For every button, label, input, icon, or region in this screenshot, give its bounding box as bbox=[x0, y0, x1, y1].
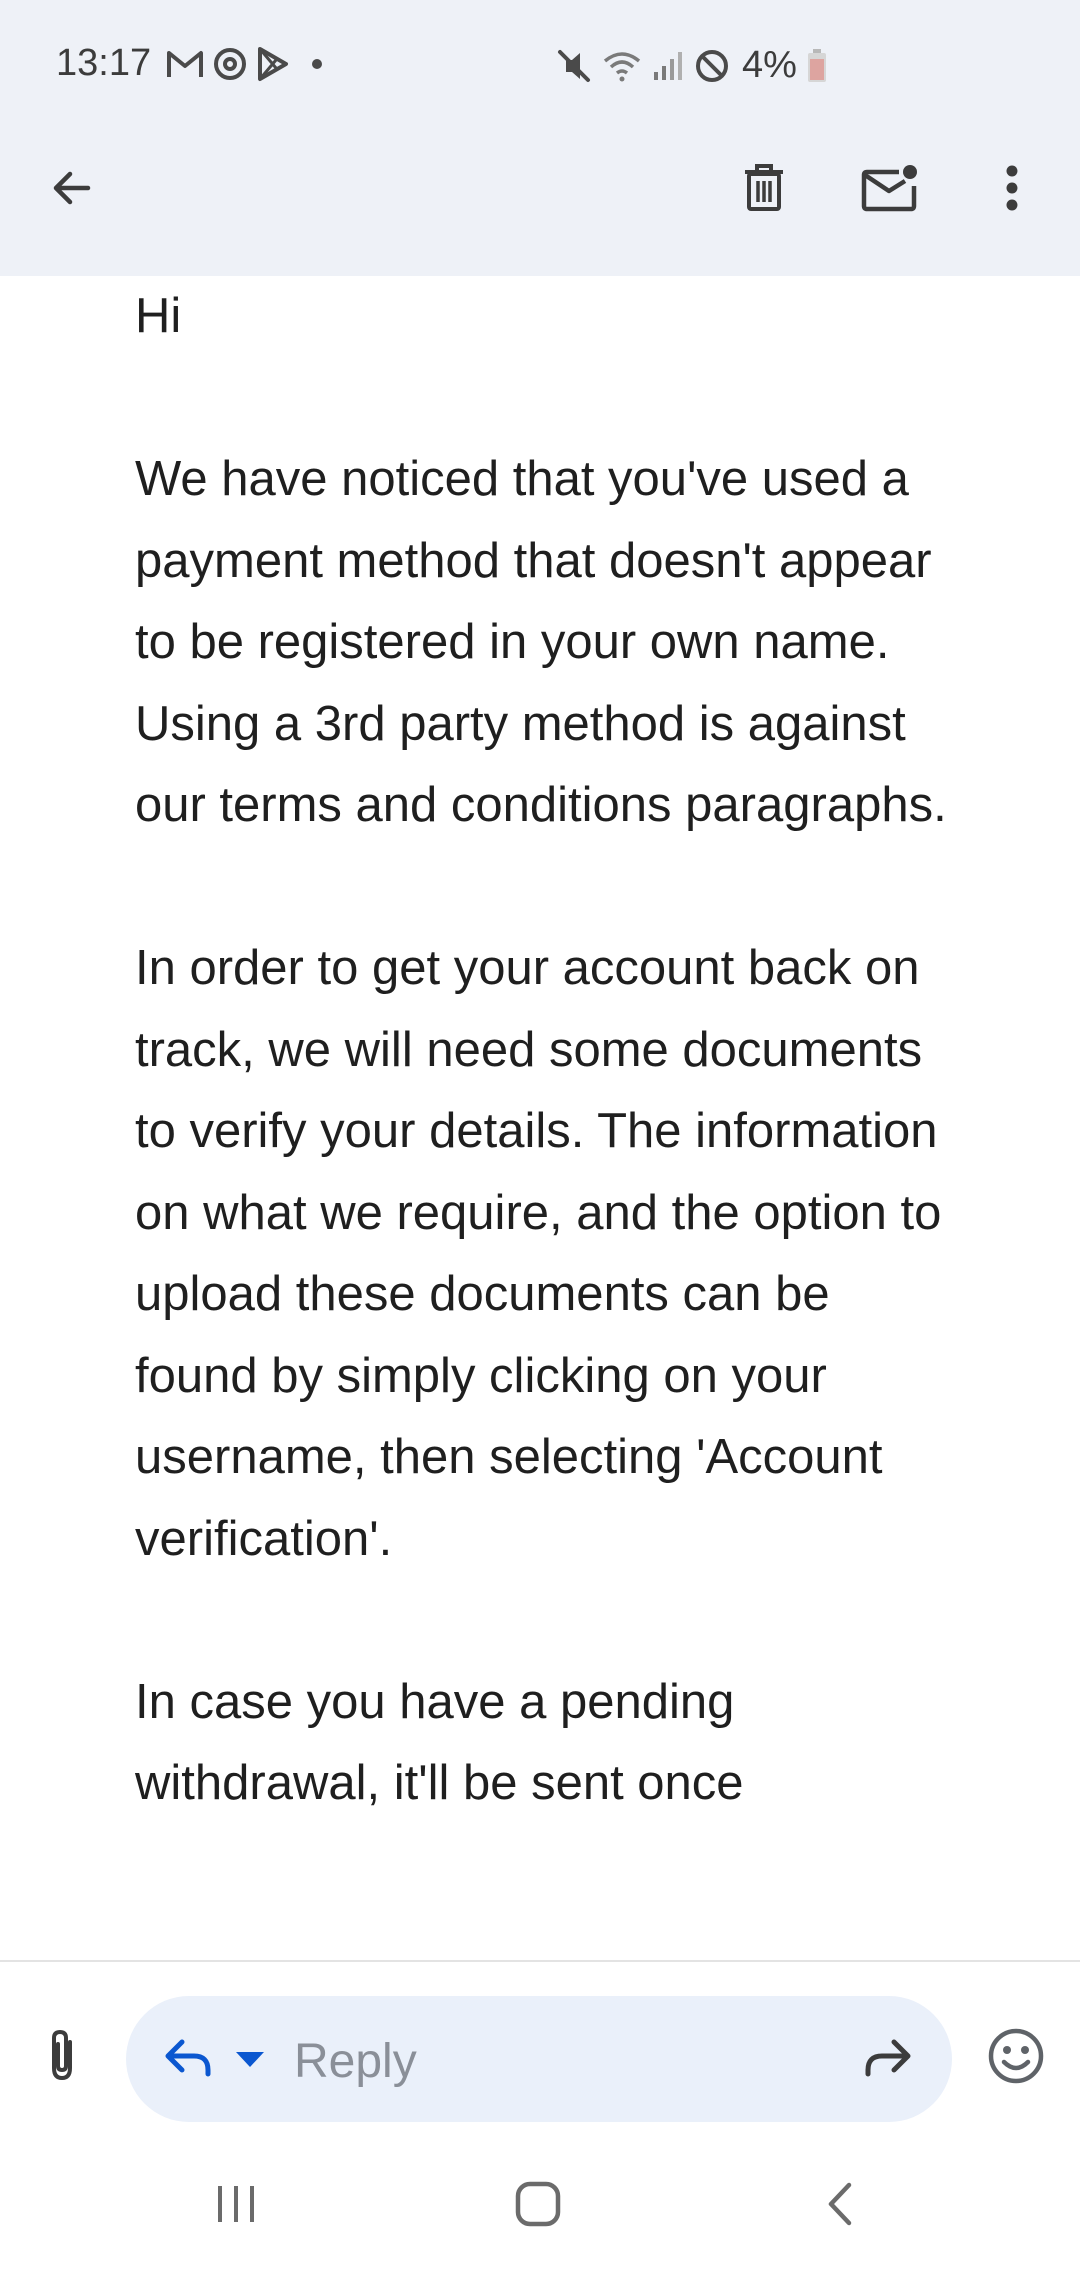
mark-unread-button[interactable] bbox=[842, 142, 938, 238]
mute-icon bbox=[556, 48, 592, 84]
play-store-icon bbox=[256, 46, 290, 82]
email-paragraph-2: In order to get your account back on track, we will need some documents to verify your details. The information on what we require, and the option to upload these documents can be found by simply clicking on your username, then selecting 'Account verification'. bbox=[135, 941, 942, 1566]
status-time: 13:17 bbox=[56, 42, 152, 84]
delete-button[interactable] bbox=[716, 142, 812, 238]
battery-level: 4% bbox=[742, 44, 797, 86]
sync-icon bbox=[212, 46, 248, 82]
paperclip-icon bbox=[44, 2028, 80, 2089]
system-nav-bar bbox=[0, 2138, 1080, 2280]
home-button[interactable] bbox=[490, 2158, 586, 2254]
more-vert-icon bbox=[1005, 164, 1019, 217]
reply-placeholder[interactable]: Reply bbox=[294, 2035, 417, 2088]
email-paragraph-1: We have noticed that you've used a payment method that doesn't appear to be registered in your own name. Using a 3rd party method is against our terms and conditions paragraphs. bbox=[135, 452, 947, 832]
more-dot-icon bbox=[312, 59, 322, 69]
nav-back-button[interactable] bbox=[792, 2158, 888, 2254]
more-options-button[interactable] bbox=[964, 142, 1060, 238]
status-bar bbox=[0, 0, 1080, 130]
reply-bar bbox=[0, 1962, 1080, 2138]
arrow-left-icon bbox=[48, 164, 96, 217]
app-bar bbox=[0, 130, 1080, 276]
signal-icon bbox=[652, 50, 684, 82]
emoji-button[interactable] bbox=[968, 2010, 1064, 2106]
recents-icon bbox=[214, 2184, 258, 2229]
email-body[interactable] bbox=[0, 276, 1080, 1960]
email-greeting: Hi bbox=[135, 289, 182, 343]
battery-low-icon bbox=[807, 49, 827, 83]
reply-box[interactable] bbox=[126, 1996, 952, 2122]
back-button[interactable] bbox=[24, 142, 120, 238]
mail-unread-icon bbox=[861, 164, 919, 217]
emoji-icon bbox=[987, 2027, 1045, 2090]
wifi-icon bbox=[602, 49, 642, 83]
notification-icons bbox=[166, 46, 322, 82]
attach-button[interactable] bbox=[14, 2010, 110, 2106]
nav-back-icon bbox=[825, 2181, 855, 2232]
gmail-icon bbox=[166, 49, 204, 79]
top-area bbox=[0, 0, 1080, 276]
email-paragraph-3: In case you have a pending withdrawal, it'll be sent once bbox=[135, 1674, 744, 1810]
forward-icon[interactable] bbox=[862, 2032, 914, 2089]
email-message bbox=[135, 276, 965, 1906]
recents-button[interactable] bbox=[188, 2158, 284, 2254]
home-icon bbox=[515, 2181, 561, 2232]
trash-icon bbox=[741, 163, 787, 218]
system-icons bbox=[556, 44, 827, 87]
do-not-disturb-icon bbox=[694, 48, 730, 84]
caret-down-icon[interactable] bbox=[236, 2052, 264, 2073]
reply-icon[interactable] bbox=[162, 2032, 214, 2089]
